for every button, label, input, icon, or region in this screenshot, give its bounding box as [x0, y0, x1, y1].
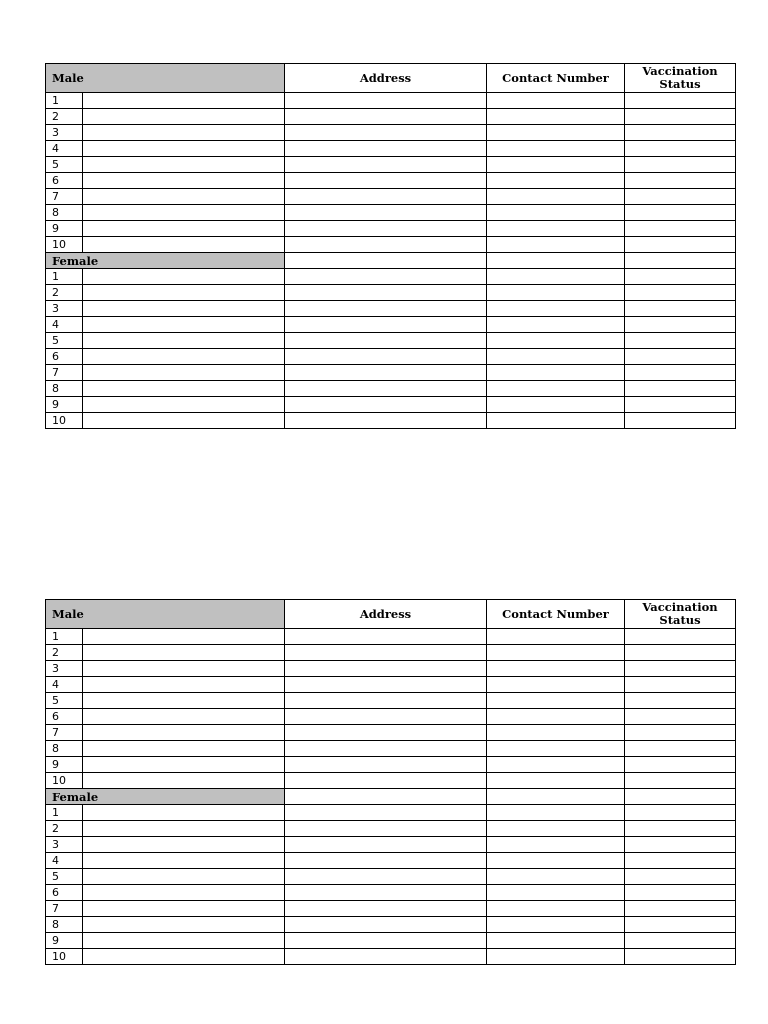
contact-number-cell[interactable] [487, 709, 625, 725]
row-number: 10 [46, 237, 83, 253]
female-table-row [46, 413, 736, 429]
vaccination-status-cell[interactable] [625, 205, 736, 221]
row-number: 2 [46, 821, 83, 837]
row-number: 5 [46, 869, 83, 885]
male-table-row [46, 709, 736, 725]
contact-number-cell[interactable] [487, 821, 625, 837]
address-cell[interactable] [285, 125, 487, 141]
male-table-row [46, 205, 736, 221]
contact-number-cell[interactable] [487, 725, 625, 741]
name-cell[interactable] [83, 397, 285, 413]
row-number: 1 [46, 269, 83, 285]
name-cell[interactable] [83, 693, 285, 709]
female-table-row [46, 869, 736, 885]
vaccination-status-cell[interactable] [625, 933, 736, 949]
contact-number-cell[interactable] [487, 173, 625, 189]
row-number: 10 [46, 773, 83, 789]
row-number: 5 [46, 333, 83, 349]
row-number: 8 [46, 741, 83, 757]
name-cell[interactable] [83, 757, 285, 773]
name-cell[interactable] [83, 661, 285, 677]
row-number: 6 [46, 349, 83, 365]
address-cell[interactable] [285, 157, 487, 173]
contact-number-cell[interactable] [487, 365, 625, 381]
address-cell[interactable] [285, 189, 487, 205]
address-cell[interactable] [285, 237, 487, 253]
address-cell[interactable] [285, 677, 487, 693]
female-table-row [46, 349, 736, 365]
name-cell[interactable] [83, 381, 285, 397]
male-table-row [46, 757, 736, 773]
male-table-row [46, 141, 736, 157]
contact-number-cell[interactable] [487, 853, 625, 869]
female-table-row [46, 285, 736, 301]
name-cell[interactable] [83, 645, 285, 661]
female-label-row [46, 253, 736, 269]
female-section-label: Female [46, 253, 285, 269]
male-table-row [46, 693, 736, 709]
contact-number-cell[interactable] [487, 221, 625, 237]
contact-number-cell[interactable] [487, 661, 625, 677]
row-number: 5 [46, 693, 83, 709]
address-cell[interactable] [285, 269, 487, 285]
vaccination-status-cell[interactable] [625, 661, 736, 677]
row-number: 7 [46, 365, 83, 381]
address-cell[interactable] [285, 205, 487, 221]
contact-number-cell[interactable] [487, 645, 625, 661]
address-cell[interactable] [285, 173, 487, 189]
female-table-row [46, 381, 736, 397]
registry-table-1 [45, 63, 736, 429]
row-number: 7 [46, 725, 83, 741]
contact-number-cell[interactable] [487, 693, 625, 709]
address-cell[interactable] [285, 917, 487, 933]
male-table-row [46, 645, 736, 661]
female-table-row [46, 269, 736, 285]
address-cell[interactable] [285, 141, 487, 157]
vaccination-status-header: Vaccination Status [625, 64, 736, 93]
female-section [46, 789, 736, 965]
vaccination-status-cell[interactable] [625, 693, 736, 709]
male-header: Male [46, 600, 285, 629]
contact-number-cell[interactable] [487, 381, 625, 397]
address-cell[interactable] [285, 301, 487, 317]
address-header: Address [285, 600, 487, 629]
female-table-row [46, 333, 736, 349]
female-label-row [46, 789, 736, 805]
row-number: 2 [46, 109, 83, 125]
vaccination-status-cell[interactable] [625, 269, 736, 285]
female-section [46, 253, 736, 429]
contact-number-header: Contact Number [487, 64, 625, 93]
address-cell[interactable] [285, 221, 487, 237]
address-cell[interactable] [285, 901, 487, 917]
male-table-row [46, 773, 736, 789]
vaccination-status-cell[interactable] [625, 109, 736, 125]
contact-number-cell[interactable] [487, 949, 625, 965]
male-table-row [46, 237, 736, 253]
address-cell[interactable] [285, 741, 487, 757]
vaccination-status-cell[interactable] [625, 901, 736, 917]
row-number: 8 [46, 205, 83, 221]
male-table-row [46, 157, 736, 173]
vaccination-status-cell[interactable] [625, 333, 736, 349]
name-cell[interactable] [83, 189, 285, 205]
row-number: 3 [46, 125, 83, 141]
row-number: 1 [46, 629, 83, 645]
contact-number-cell[interactable] [487, 93, 625, 109]
row-number: 1 [46, 93, 83, 109]
vaccination-status-cell[interactable] [625, 757, 736, 773]
contact-number-cell[interactable] [487, 333, 625, 349]
name-cell[interactable] [83, 837, 285, 853]
male-section [46, 629, 736, 789]
vaccination-status-cell[interactable] [625, 773, 736, 789]
address-cell[interactable] [285, 853, 487, 869]
female-table-row [46, 365, 736, 381]
vaccination-status-cell[interactable] [625, 285, 736, 301]
vaccination-status-header: Vaccination Status [625, 600, 736, 629]
female-table-row [46, 397, 736, 413]
vaccination-status-cell[interactable] [625, 869, 736, 885]
name-cell[interactable] [83, 349, 285, 365]
female-table-row [46, 317, 736, 333]
row-number: 9 [46, 933, 83, 949]
contact-number-cell[interactable] [487, 917, 625, 933]
name-cell[interactable] [83, 709, 285, 725]
vaccination-status-cell[interactable] [625, 141, 736, 157]
name-cell[interactable] [83, 933, 285, 949]
male-table-row [46, 725, 736, 741]
vaccination-status-cell[interactable] [625, 917, 736, 933]
contact-number-cell[interactable] [487, 837, 625, 853]
address-cell[interactable] [285, 821, 487, 837]
name-cell[interactable] [83, 333, 285, 349]
vaccination-status-cell[interactable] [625, 725, 736, 741]
contact-number-cell[interactable] [487, 317, 625, 333]
female-table-row [46, 805, 736, 821]
contact-number-cell[interactable] [487, 189, 625, 205]
name-cell[interactable] [83, 237, 285, 253]
row-number: 9 [46, 757, 83, 773]
name-cell[interactable] [83, 317, 285, 333]
address-cell[interactable] [285, 949, 487, 965]
row-number: 4 [46, 677, 83, 693]
name-cell[interactable] [83, 677, 285, 693]
address-cell[interactable] [285, 805, 487, 821]
row-number: 5 [46, 157, 83, 173]
female-table-row [46, 301, 736, 317]
row-number: 10 [46, 413, 83, 429]
address-cell[interactable] [285, 933, 487, 949]
name-cell[interactable] [83, 773, 285, 789]
contact-number-cell[interactable] [487, 413, 625, 429]
contact-number-cell[interactable] [487, 349, 625, 365]
male-table-row [46, 93, 736, 109]
blank-cell[interactable] [487, 789, 625, 805]
female-table-row [46, 917, 736, 933]
vaccination-status-cell[interactable] [625, 677, 736, 693]
blank-cell[interactable] [487, 253, 625, 269]
name-cell[interactable] [83, 109, 285, 125]
blank-cell[interactable] [625, 253, 736, 269]
male-table-row [46, 661, 736, 677]
vaccination-status-cell[interactable] [625, 93, 736, 109]
name-cell[interactable] [83, 885, 285, 901]
address-cell[interactable] [285, 885, 487, 901]
name-cell[interactable] [83, 853, 285, 869]
name-cell[interactable] [83, 821, 285, 837]
blank-cell[interactable] [285, 253, 487, 269]
row-number: 3 [46, 301, 83, 317]
contact-number-cell[interactable] [487, 741, 625, 757]
name-cell[interactable] [83, 901, 285, 917]
contact-number-cell[interactable] [487, 901, 625, 917]
vaccination-status-cell[interactable] [625, 853, 736, 869]
vaccination-status-cell[interactable] [625, 221, 736, 237]
name-cell[interactable] [83, 917, 285, 933]
female-section-label: Female [46, 789, 285, 805]
vaccination-status-cell[interactable] [625, 349, 736, 365]
name-cell[interactable] [83, 741, 285, 757]
male-table-row [46, 677, 736, 693]
vaccination-status-cell[interactable] [625, 805, 736, 821]
vaccination-status-cell[interactable] [625, 189, 736, 205]
vaccination-status-cell[interactable] [625, 741, 736, 757]
name-cell[interactable] [83, 221, 285, 237]
female-table-row [46, 885, 736, 901]
name-cell[interactable] [83, 805, 285, 821]
address-cell[interactable] [285, 413, 487, 429]
row-number: 7 [46, 901, 83, 917]
address-cell[interactable] [285, 869, 487, 885]
row-number: 2 [46, 645, 83, 661]
vaccination-status-cell[interactable] [625, 629, 736, 645]
address-cell[interactable] [285, 661, 487, 677]
vaccination-status-cell[interactable] [625, 157, 736, 173]
address-cell[interactable] [285, 109, 487, 125]
address-cell[interactable] [285, 349, 487, 365]
contact-number-cell[interactable] [487, 757, 625, 773]
blank-cell[interactable] [285, 789, 487, 805]
female-table-row [46, 933, 736, 949]
female-table-row [46, 901, 736, 917]
address-cell[interactable] [285, 773, 487, 789]
contact-number-cell[interactable] [487, 773, 625, 789]
contact-number-cell[interactable] [487, 141, 625, 157]
vaccination-status-cell[interactable] [625, 709, 736, 725]
name-cell[interactable] [83, 205, 285, 221]
contact-number-cell[interactable] [487, 237, 625, 253]
row-number: 3 [46, 661, 83, 677]
contact-number-cell[interactable] [487, 805, 625, 821]
address-cell[interactable] [285, 317, 487, 333]
row-number: 6 [46, 885, 83, 901]
vaccination-status-cell[interactable] [625, 885, 736, 901]
contact-number-cell[interactable] [487, 109, 625, 125]
name-cell[interactable] [83, 949, 285, 965]
address-cell[interactable] [285, 693, 487, 709]
address-cell[interactable] [285, 333, 487, 349]
address-header: Address [285, 64, 487, 93]
row-number: 4 [46, 853, 83, 869]
contact-number-cell[interactable] [487, 885, 625, 901]
row-number: 4 [46, 317, 83, 333]
vaccination-status-cell[interactable] [625, 125, 736, 141]
contact-number-cell[interactable] [487, 629, 625, 645]
registry-table-2 [45, 599, 736, 965]
address-cell[interactable] [285, 837, 487, 853]
address-cell[interactable] [285, 397, 487, 413]
row-number: 1 [46, 805, 83, 821]
name-cell[interactable] [83, 285, 285, 301]
contact-number-cell[interactable] [487, 933, 625, 949]
female-table-row [46, 821, 736, 837]
vaccination-status-cell[interactable] [625, 645, 736, 661]
vaccination-status-cell[interactable] [625, 173, 736, 189]
male-section [46, 93, 736, 253]
row-number: 8 [46, 917, 83, 933]
row-number: 8 [46, 381, 83, 397]
name-cell[interactable] [83, 869, 285, 885]
row-number: 9 [46, 397, 83, 413]
row-number: 6 [46, 709, 83, 725]
contact-number-cell[interactable] [487, 285, 625, 301]
name-cell[interactable] [83, 301, 285, 317]
contact-number-cell[interactable] [487, 269, 625, 285]
name-cell[interactable] [83, 173, 285, 189]
contact-number-cell[interactable] [487, 157, 625, 173]
name-cell[interactable] [83, 157, 285, 173]
male-table-row [46, 189, 736, 205]
contact-number-cell[interactable] [487, 205, 625, 221]
vaccination-status-cell[interactable] [625, 413, 736, 429]
male-header: Male [46, 64, 285, 93]
row-number: 4 [46, 141, 83, 157]
header-row [46, 600, 736, 629]
vaccination-status-cell[interactable] [625, 381, 736, 397]
vaccination-status-cell[interactable] [625, 317, 736, 333]
name-cell[interactable] [83, 269, 285, 285]
address-cell[interactable] [285, 93, 487, 109]
male-table-row [46, 125, 736, 141]
female-table-row [46, 837, 736, 853]
address-cell[interactable] [285, 757, 487, 773]
row-number: 6 [46, 173, 83, 189]
male-table-row [46, 109, 736, 125]
address-cell[interactable] [285, 365, 487, 381]
row-number: 9 [46, 221, 83, 237]
address-cell[interactable] [285, 725, 487, 741]
vaccination-status-cell[interactable] [625, 949, 736, 965]
name-cell[interactable] [83, 413, 285, 429]
contact-number-cell[interactable] [487, 869, 625, 885]
vaccination-status-cell[interactable] [625, 397, 736, 413]
male-table-row [46, 629, 736, 645]
male-table-row [46, 221, 736, 237]
contact-number-cell[interactable] [487, 125, 625, 141]
vaccination-status-cell[interactable] [625, 837, 736, 853]
female-table-row [46, 949, 736, 965]
name-cell[interactable] [83, 365, 285, 381]
name-cell[interactable] [83, 629, 285, 645]
contact-number-cell[interactable] [487, 677, 625, 693]
address-cell[interactable] [285, 629, 487, 645]
vaccination-status-cell[interactable] [625, 821, 736, 837]
vaccination-status-cell[interactable] [625, 237, 736, 253]
address-cell[interactable] [285, 645, 487, 661]
header-row [46, 64, 736, 93]
male-table-row [46, 173, 736, 189]
address-cell[interactable] [285, 709, 487, 725]
name-cell[interactable] [83, 125, 285, 141]
name-cell[interactable] [83, 93, 285, 109]
contact-number-cell[interactable] [487, 301, 625, 317]
contact-number-header: Contact Number [487, 600, 625, 629]
row-number: 2 [46, 285, 83, 301]
name-cell[interactable] [83, 141, 285, 157]
vaccination-status-cell[interactable] [625, 301, 736, 317]
contact-number-cell[interactable] [487, 397, 625, 413]
address-cell[interactable] [285, 381, 487, 397]
row-number: 7 [46, 189, 83, 205]
name-cell[interactable] [83, 725, 285, 741]
male-table-row [46, 741, 736, 757]
vaccination-status-cell[interactable] [625, 365, 736, 381]
address-cell[interactable] [285, 285, 487, 301]
blank-cell[interactable] [625, 789, 736, 805]
row-number: 10 [46, 949, 83, 965]
row-number: 3 [46, 837, 83, 853]
female-table-row [46, 853, 736, 869]
